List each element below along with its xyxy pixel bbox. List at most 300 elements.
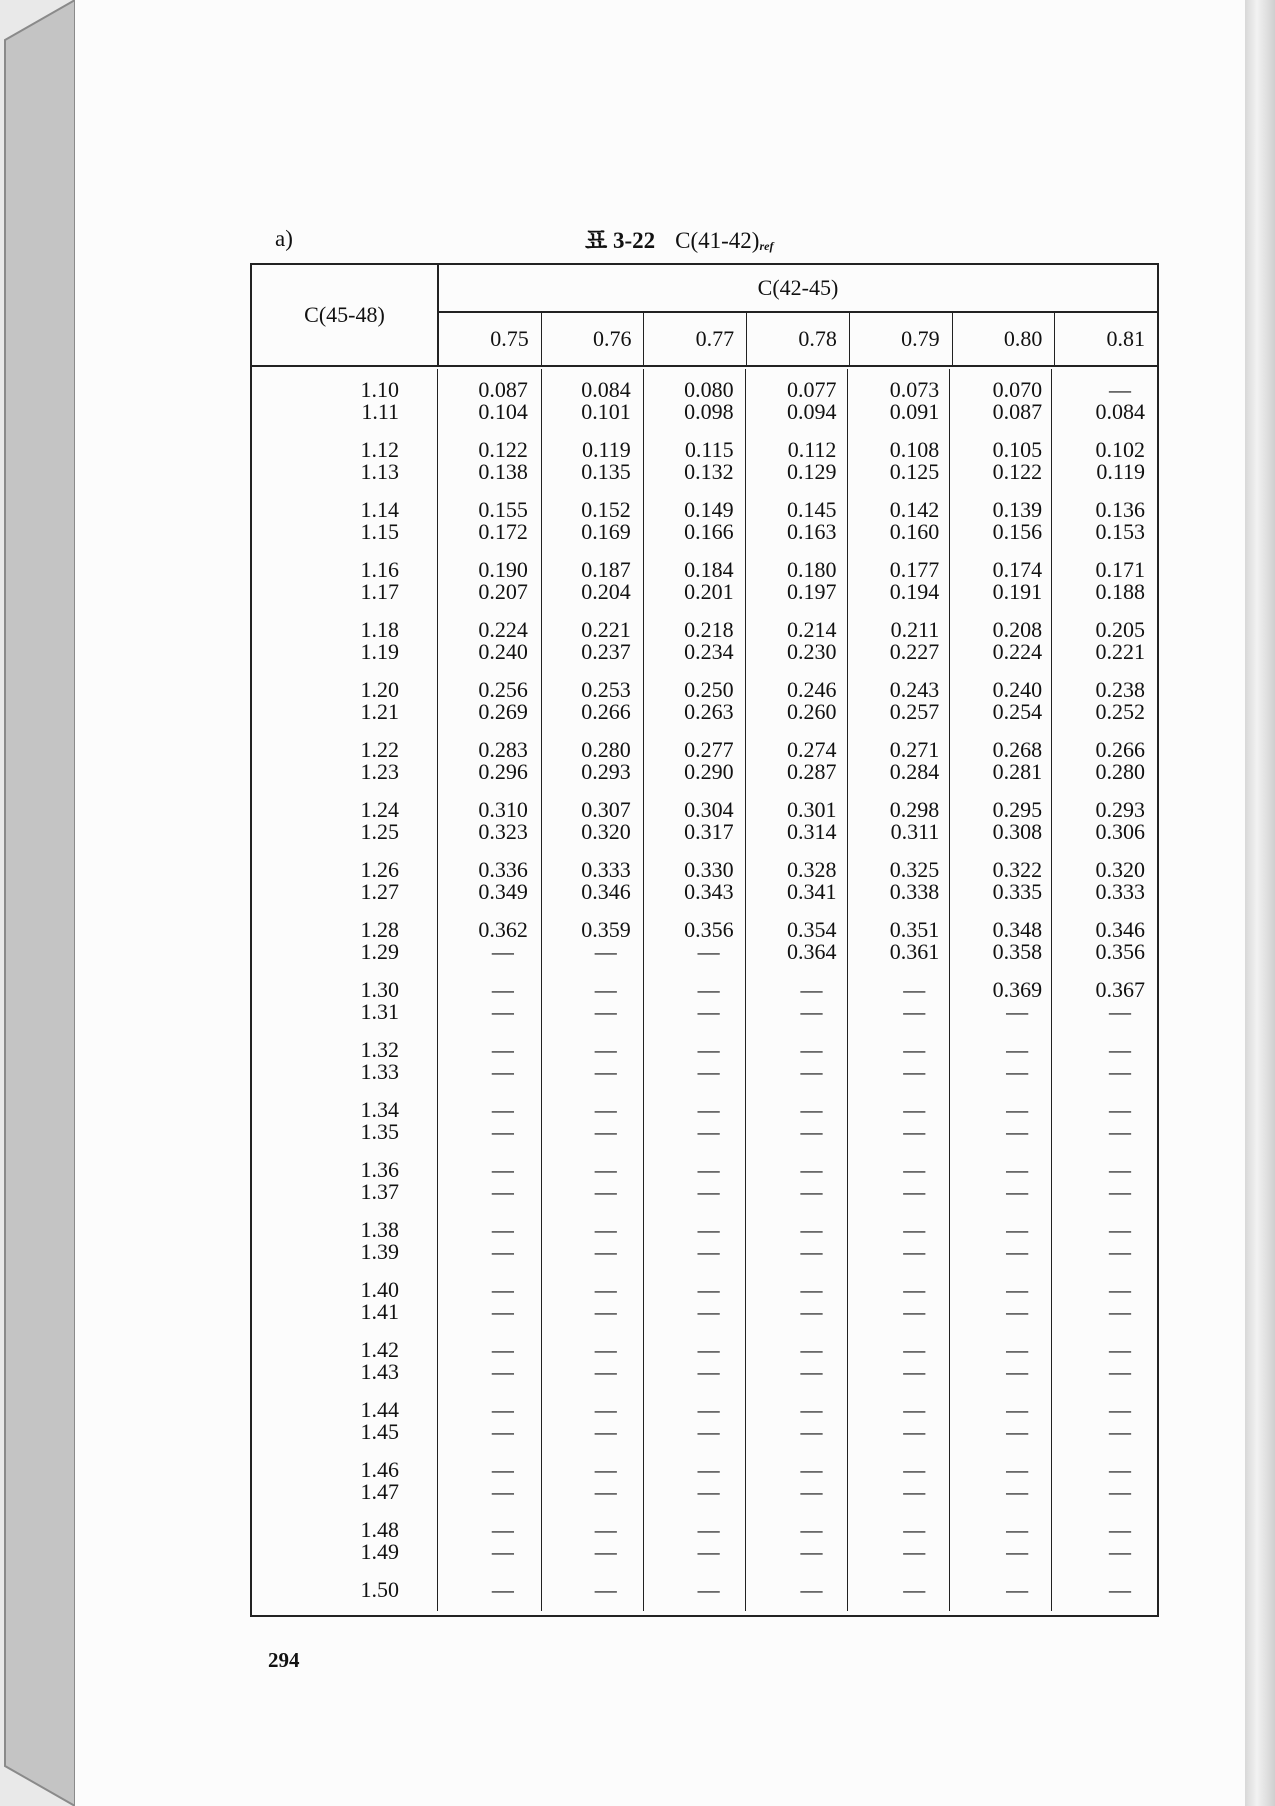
row-label: 1.11 [361, 399, 399, 424]
value-cell [746, 1099, 849, 1159]
table-value: 0.163 [786, 519, 837, 544]
value-cell [746, 619, 849, 679]
row-label-cell [252, 379, 437, 439]
empty-value: — [1109, 1097, 1132, 1122]
table-row-pair [252, 979, 1157, 1039]
empty-value: — [491, 1419, 514, 1444]
row-label: 1.34 [360, 1097, 399, 1122]
value-cell [951, 559, 1054, 619]
value-cell [437, 739, 540, 799]
table-value: 0.341 [786, 879, 837, 904]
table-value: 0.263 [684, 699, 734, 724]
value-cell [1054, 619, 1157, 679]
table-value: 0.149 [684, 497, 734, 522]
value-cell [540, 799, 643, 859]
empty-value: — [903, 977, 926, 1002]
table-value: 0.172 [478, 519, 528, 544]
empty-value: — [491, 1479, 514, 1504]
table-row-pair [252, 559, 1157, 619]
table-value: 0.122 [992, 459, 1043, 484]
value-cell [746, 1399, 849, 1459]
row-label: 1.25 [360, 819, 399, 844]
value-cell [848, 439, 951, 499]
table-value: 0.295 [992, 797, 1043, 822]
value-cell [1054, 979, 1157, 1039]
empty-value: — [697, 939, 720, 964]
empty-value: — [491, 1517, 514, 1542]
column-header: 0.75 [439, 313, 542, 365]
value-cell [540, 859, 643, 919]
empty-value: — [903, 1359, 926, 1384]
value-cell [643, 1459, 746, 1519]
empty-value: — [800, 977, 823, 1002]
table-value: 0.218 [684, 617, 734, 642]
empty-value: — [903, 1299, 926, 1324]
empty-value: — [800, 1239, 823, 1264]
empty-value: — [594, 1577, 617, 1602]
value-cell [1054, 739, 1157, 799]
table-value: 0.187 [581, 557, 631, 582]
value-cell [1054, 1159, 1157, 1219]
table-row-pair [252, 1399, 1157, 1459]
table-value: 0.325 [889, 857, 940, 882]
row-label: 1.37 [360, 1179, 399, 1204]
empty-value: — [800, 1097, 823, 1122]
table-value: 0.205 [1095, 617, 1146, 642]
table-value: 0.221 [1095, 639, 1146, 664]
value-cell [540, 1579, 643, 1619]
empty-value: — [800, 1419, 823, 1444]
value-cell [540, 1159, 643, 1219]
empty-value: — [903, 1059, 926, 1084]
table-value: 0.369 [992, 977, 1043, 1002]
table-value: 0.283 [478, 737, 528, 762]
table-value: 0.180 [786, 557, 837, 582]
book-spine [0, 0, 80, 1806]
empty-value: — [1109, 999, 1132, 1024]
value-cell [643, 1399, 746, 1459]
empty-value: — [1006, 1157, 1029, 1182]
empty-value: — [1109, 1059, 1132, 1084]
empty-value: — [594, 1179, 617, 1204]
empty-value: — [594, 1097, 617, 1122]
table-value: 0.333 [1095, 879, 1146, 904]
table-row-pair [252, 1459, 1157, 1519]
empty-value: — [697, 1179, 720, 1204]
row-label-cell [252, 1399, 437, 1459]
value-cell [848, 619, 951, 679]
table-value: 0.102 [1095, 437, 1146, 462]
value-cell [437, 1459, 540, 1519]
empty-value: — [491, 999, 514, 1024]
value-cell [848, 1219, 951, 1279]
table-value: 0.296 [478, 759, 528, 784]
empty-value: — [903, 1239, 926, 1264]
empty-value: — [800, 1397, 823, 1422]
value-cell [643, 859, 746, 919]
empty-value: — [903, 1157, 926, 1182]
value-cell [643, 1159, 746, 1219]
value-cell [1054, 439, 1157, 499]
row-label: 1.10 [360, 377, 399, 402]
table-value: 0.250 [684, 677, 734, 702]
empty-value: — [903, 1457, 926, 1482]
value-cell [746, 679, 849, 739]
value-cell [746, 1279, 849, 1339]
table-value: 0.364 [786, 939, 837, 964]
empty-value: — [697, 1539, 720, 1564]
value-cell [848, 739, 951, 799]
value-cell [951, 499, 1054, 559]
table-value: 0.243 [889, 677, 940, 702]
value-cell [1054, 1279, 1157, 1339]
empty-value: — [1006, 1457, 1029, 1482]
table-value: 0.101 [581, 399, 631, 424]
row-label-cell [252, 859, 437, 919]
table-value: 0.152 [581, 497, 631, 522]
empty-value: — [903, 1397, 926, 1422]
value-cell [951, 1579, 1054, 1619]
column-header: 0.78 [747, 313, 850, 365]
value-cell [540, 559, 643, 619]
table-value: 0.274 [786, 737, 837, 762]
table-value: 0.087 [992, 399, 1043, 424]
table-value: 0.356 [684, 917, 734, 942]
row-label: 1.30 [360, 977, 399, 1002]
table-value: 0.354 [786, 917, 837, 942]
table-value: 0.293 [1095, 797, 1146, 822]
empty-value: — [1109, 1239, 1132, 1264]
table-value: 0.237 [581, 639, 631, 664]
value-cell [951, 439, 1054, 499]
table-value: 0.346 [581, 879, 631, 904]
table-row-pair [252, 799, 1157, 859]
empty-value: — [594, 1359, 617, 1384]
table-value: 0.142 [889, 497, 940, 522]
value-cell [848, 979, 951, 1039]
value-cell [437, 1399, 540, 1459]
row-label: 1.46 [360, 1457, 399, 1482]
table-value: 0.201 [684, 579, 734, 604]
row-label: 1.24 [360, 797, 399, 822]
table-value: 0.073 [889, 377, 940, 402]
row-label-cell [252, 1279, 437, 1339]
empty-value: — [594, 1299, 617, 1324]
table-value: 0.320 [581, 819, 631, 844]
value-cell [951, 619, 1054, 679]
table-row-pair [252, 1519, 1157, 1579]
table-row-pair [252, 379, 1157, 439]
empty-value: — [800, 1157, 823, 1182]
table-value: 0.308 [992, 819, 1043, 844]
empty-value: — [1109, 1037, 1132, 1062]
value-cell [437, 1279, 540, 1339]
value-cell [746, 979, 849, 1039]
row-label-cell [252, 1159, 437, 1219]
table-value: 0.362 [478, 917, 528, 942]
column-header: 0.81 [1106, 326, 1146, 351]
table-value: 0.304 [684, 797, 734, 822]
empty-value: — [1109, 1457, 1132, 1482]
empty-value: — [1006, 1359, 1029, 1384]
empty-value: — [697, 1337, 720, 1362]
table-value: 0.311 [890, 819, 940, 844]
column-header: 0.79 [850, 313, 953, 365]
value-cell [643, 799, 746, 859]
value-cell [951, 979, 1054, 1039]
value-cell [437, 1039, 540, 1099]
table-value: 0.084 [581, 377, 631, 402]
empty-value: — [594, 977, 617, 1002]
row-label: 1.26 [360, 857, 399, 882]
value-cell [951, 1159, 1054, 1219]
empty-value: — [491, 1299, 514, 1324]
table-title [585, 222, 773, 255]
value-cell [951, 859, 1054, 919]
table-value: 0.317 [684, 819, 734, 844]
row-label: 1.29 [360, 939, 399, 964]
empty-value: — [491, 939, 514, 964]
value-cell [848, 859, 951, 919]
value-cell [437, 439, 540, 499]
table-value: 0.266 [581, 699, 631, 724]
empty-value: — [491, 1037, 514, 1062]
empty-value: — [697, 1217, 720, 1242]
empty-value: — [594, 1217, 617, 1242]
value-cell [540, 499, 643, 559]
empty-value: — [1109, 1179, 1132, 1204]
empty-value: — [697, 1097, 720, 1122]
empty-value: — [1109, 1539, 1132, 1564]
value-cell [540, 1399, 643, 1459]
empty-value: — [1006, 1419, 1029, 1444]
table-row-pair [252, 679, 1157, 739]
value-cell [437, 1159, 540, 1219]
empty-value: — [697, 1479, 720, 1504]
table-value: 0.087 [478, 377, 528, 402]
empty-value: — [491, 1577, 514, 1602]
row-label: 1.27 [360, 879, 399, 904]
empty-value: — [1109, 1337, 1132, 1362]
empty-value: — [697, 1277, 720, 1302]
empty-value: — [1006, 1119, 1029, 1144]
table-value: 0.098 [684, 399, 734, 424]
empty-value: — [594, 1337, 617, 1362]
value-cell [951, 1099, 1054, 1159]
value-cell [848, 679, 951, 739]
empty-value: — [1109, 1517, 1132, 1542]
value-cell [540, 1039, 643, 1099]
empty-value: — [903, 1419, 926, 1444]
table-row-pair [252, 919, 1157, 979]
table-value: 0.091 [889, 399, 940, 424]
table-value: 0.119 [582, 437, 631, 462]
row-label-cell [252, 559, 437, 619]
table-value: 0.160 [889, 519, 940, 544]
value-cell [1054, 499, 1157, 559]
table-value: 0.112 [787, 437, 837, 462]
table-value: 0.256 [478, 677, 528, 702]
value-cell [540, 919, 643, 979]
row-label-cell [252, 1459, 437, 1519]
table-value: 0.234 [684, 639, 734, 664]
stub-header: C(45-48) [252, 265, 439, 365]
row-label: 1.23 [360, 759, 399, 784]
table-value: 0.322 [992, 857, 1043, 882]
table-value: 0.349 [478, 879, 528, 904]
table-value: 0.320 [1095, 857, 1146, 882]
empty-value: — [1006, 1059, 1029, 1084]
value-cell [1054, 1339, 1157, 1399]
title-subscript: ref [759, 239, 774, 253]
value-cell [848, 1279, 951, 1339]
value-cell [540, 1279, 643, 1339]
empty-value: — [594, 1517, 617, 1542]
row-label: 1.17 [360, 579, 399, 604]
empty-value: — [903, 1479, 926, 1504]
empty-value: — [1006, 1277, 1029, 1302]
value-cell [1054, 859, 1157, 919]
row-label: 1.45 [360, 1419, 399, 1444]
empty-value: — [594, 1419, 617, 1444]
empty-value: — [594, 939, 617, 964]
table-value: 0.221 [581, 617, 631, 642]
value-cell [643, 499, 746, 559]
empty-value: — [800, 1359, 823, 1384]
table-row-pair [252, 1039, 1157, 1099]
empty-value: — [1006, 1577, 1029, 1602]
row-label: 1.41 [360, 1299, 399, 1324]
value-cell [437, 979, 540, 1039]
empty-value: — [1109, 1577, 1132, 1602]
empty-value: — [800, 1539, 823, 1564]
empty-value: — [800, 1037, 823, 1062]
empty-value: — [1109, 1419, 1132, 1444]
empty-value: — [903, 1119, 926, 1144]
table-row-pair [252, 439, 1157, 499]
value-cell [951, 1339, 1054, 1399]
table-value: 0.094 [786, 399, 837, 424]
value-cell [746, 499, 849, 559]
value-cell [1054, 1579, 1157, 1619]
value-cell [951, 1219, 1054, 1279]
empty-value: — [1006, 1397, 1029, 1422]
table-value: 0.084 [1095, 399, 1146, 424]
table-value: 0.227 [889, 639, 940, 664]
value-cell [746, 1219, 849, 1279]
empty-value: — [1006, 1097, 1029, 1122]
empty-value: — [594, 1037, 617, 1062]
row-label: 1.36 [360, 1157, 399, 1182]
empty-value: — [594, 1457, 617, 1482]
empty-value: — [491, 1119, 514, 1144]
table-value: 0.281 [992, 759, 1043, 784]
value-cell [1054, 1099, 1157, 1159]
empty-value: — [491, 977, 514, 1002]
empty-value: — [1109, 1119, 1132, 1144]
value-cell [1054, 799, 1157, 859]
empty-value: — [903, 1337, 926, 1362]
table-value: 0.287 [786, 759, 837, 784]
row-label: 1.31 [360, 999, 399, 1024]
value-cell [746, 739, 849, 799]
row-label: 1.13 [360, 459, 399, 484]
empty-value: — [903, 1539, 926, 1564]
empty-value: — [903, 1097, 926, 1122]
table-value: 0.310 [478, 797, 528, 822]
empty-value: — [1109, 1359, 1132, 1384]
value-cell [540, 979, 643, 1039]
value-cell [1054, 559, 1157, 619]
empty-value: — [594, 1157, 617, 1182]
row-label-cell [252, 1219, 437, 1279]
table-value: 0.266 [1095, 737, 1146, 762]
value-cell [540, 1219, 643, 1279]
value-cell [643, 439, 746, 499]
value-cell [746, 559, 849, 619]
value-cell [951, 739, 1054, 799]
row-label: 1.38 [360, 1217, 399, 1242]
value-cell [437, 499, 540, 559]
empty-value: — [697, 1419, 720, 1444]
table-number: 표 3-22 [585, 228, 656, 253]
table-value: 0.346 [1095, 917, 1146, 942]
empty-value: — [594, 1277, 617, 1302]
value-cell [951, 679, 1054, 739]
empty-value: — [491, 1457, 514, 1482]
table-value: 0.277 [684, 737, 734, 762]
empty-value: — [800, 1457, 823, 1482]
data-table [250, 263, 1159, 1617]
value-cell [643, 979, 746, 1039]
row-label: 1.47 [360, 1479, 399, 1504]
row-label-cell [252, 739, 437, 799]
empty-value: — [491, 1539, 514, 1564]
empty-value: — [1006, 1517, 1029, 1542]
empty-value: — [1109, 1299, 1132, 1324]
value-cell [437, 919, 540, 979]
value-cell [540, 619, 643, 679]
table-value: 0.171 [1095, 557, 1146, 582]
value-cell [746, 1579, 849, 1619]
value-cell [746, 919, 849, 979]
value-cell [848, 499, 951, 559]
table-value: 0.177 [889, 557, 940, 582]
empty-value: — [800, 1337, 823, 1362]
empty-value: — [1006, 1037, 1029, 1062]
table-value: 0.336 [478, 857, 528, 882]
table-row-pair [252, 619, 1157, 679]
value-cell [643, 1279, 746, 1339]
value-cell [437, 799, 540, 859]
title-main: C(41-42) [675, 228, 760, 253]
value-cell [643, 679, 746, 739]
empty-value: — [697, 1119, 720, 1144]
table-value: 0.333 [581, 857, 631, 882]
table-value: 0.351 [889, 917, 940, 942]
column-header: 0.77 [644, 313, 747, 365]
value-cell [540, 379, 643, 439]
row-label: 1.50 [360, 1577, 399, 1602]
value-cell [1054, 379, 1157, 439]
value-cell [1054, 1519, 1157, 1579]
value-cell [848, 1039, 951, 1099]
empty-value: — [800, 1119, 823, 1144]
value-cell [848, 1339, 951, 1399]
row-label: 1.14 [360, 497, 399, 522]
value-cell [540, 1459, 643, 1519]
table-value: 0.138 [478, 459, 528, 484]
